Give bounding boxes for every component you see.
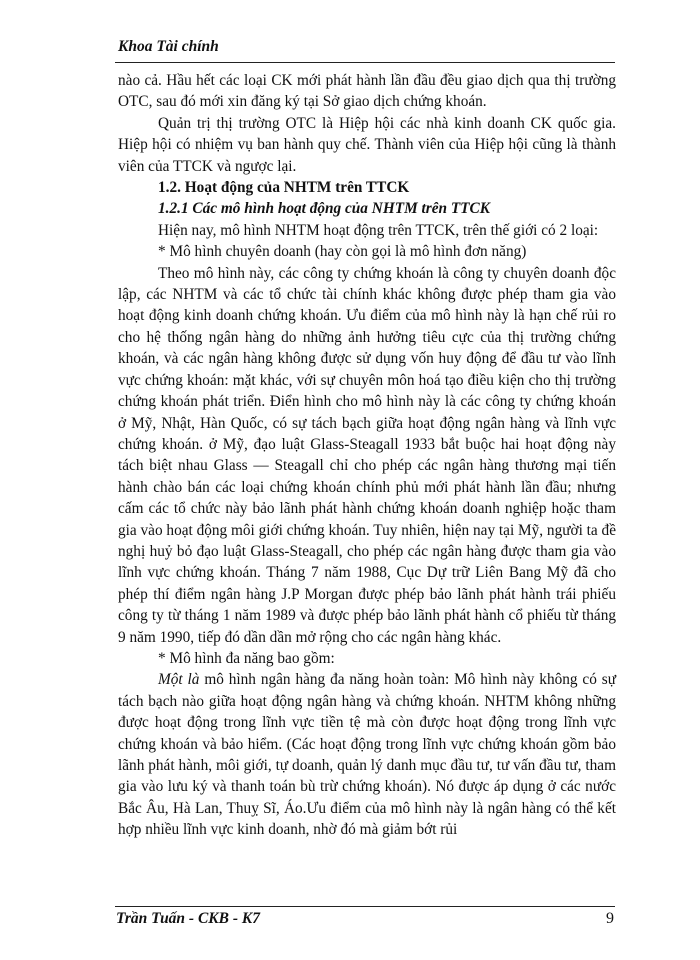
document-body [118, 70, 616, 841]
paragraph-specialized-model: Theo mô hình này, các công ty chứng khoán là công ty chuyên doanh độc lập, các NHTM và các tổ chức tài chính khác không được phép tham gia vào hoạt động kinh doanh chứng khoán. Ưu điểm của mô hình này là hạn chế rủi ro cho hệ thống ngân hàng do những ảnh hưởng tiêu cực của thị trường chứng khoán, và các ngân hàng không được sử dụng vốn huy động để đầu tư vào lĩnh vực chứng khoán: mặt khác, với sự chuyên môn hoá tạo điều kiện cho thị trường chứng khoán phát triển. Điển hình cho mô hình này là các công ty chứng khoán ở Mỹ, Nhật, Hàn Quốc, có sự tách bạch giữa hoạt động ngân hàng và lĩnh vực chứng khoán. ở Mỹ, đạo luật Glass-Steagall 1933 bắt buộc hai hoạt động này tách biệt nhau Glass — Steagall chỉ cho phép các ngân hàng thương mại tiến hành chào bán các loại chứng khoán chính phủ mới phát hành lần đầu; nhưng cấm các tổ chức này bảo lãnh phát hành chứng khoán doanh nghiệp hoặc tham gia vào hoạt động môi giới chứng khoán. Tuy nhiên, hiện nay tại Mỹ, người ta đề nghị huỷ bỏ đạo luật Glass-Steagall, cho phép các ngân hàng được tham gia vào lĩnh vực chứng khoán. Tháng 7 năm 1988, Cục Dự trữ Liên Bang Mỹ đã cho phép thí điểm ngân hàng J.P Morgan được phép bảo lãnh phát hành trái phiếu công ty từ tháng 1 năm 1989 và được phép bảo lãnh phát hành cổ phiếu từ tháng 9 năm 1990, tiếp đó dần dần mở rộng cho các ngân hàng khác. [118, 264, 616, 646]
paragraph-universal-model-text: mô hình ngân hàng đa năng hoàn toàn: Mô hình này không có sự tách bạch nào giữa hoạt động ngân hàng và chứng khoán. NHTM không những được hoạt động trong lĩnh vực tiền tệ mà còn được hoạt động trong lĩnh vực chứng khoán và bảo hiểm. (Các hoạt động trong lĩnh vực chứng khoán gồm bảo lãnh phát hành, môi giới, tự doanh, quản lý danh mục đầu tư, tư vấn đầu tư, tham gia vào lưu ký và thanh toán bù trừ chứng khoán). Nó được áp dụng ở các nước Bắc Âu, Hà Lan, Thuỵ Sĩ, Áo.Ưu điểm của mô hình này là ngân hàng có thể kết hợp nhiều lĩnh vực kinh doanh, nhờ đó mà giảm bớt rủi [118, 671, 616, 839]
bullet-specialized-model: * Mô hình chuyên doanh (hay còn gọi là mô hình đơn năng) [158, 243, 527, 261]
footer-author: Trần Tuấn - CKB - K7 [116, 910, 260, 927]
paragraph-intro-models: Hiện nay, mô hình NHTM hoạt động trên TTCK, trên thế giới có 2 loại: [158, 221, 599, 239]
bullet-universal-model: * Mô hình đa năng bao gồm: [158, 649, 335, 667]
paragraph-continuation: nào cả. Hầu hết các loại CK mới phát hành lần đầu đều giao dịch qua thị trường OTC, sau đó mới xin đăng ký tại Sở giao dịch chứng khoán. [118, 72, 616, 111]
section-heading-1-2: 1.2. Hoạt động của NHTM trên TTCK [158, 179, 410, 197]
page-header-title: Khoa Tài chính [118, 38, 219, 55]
header-divider [115, 62, 615, 63]
paragraph-otc-management: Quản trị thị trường OTC là Hiệp hội các nhà kinh doanh CK quốc gia. Hiệp hội có nhiệm vụ ban hành quy chế. Thành viên của Hiệp hội cũng là thành viên của TTCK và ngược lại. [118, 114, 616, 175]
page-number: 9 [606, 910, 614, 927]
emphasis-mot-la: Một là [158, 671, 200, 689]
footer-divider [115, 906, 615, 907]
subsection-heading-1-2-1: 1.2.1 Các mô hình hoạt động của NHTM trên TTCK [158, 200, 490, 218]
paragraph-universal-model [118, 669, 616, 840]
